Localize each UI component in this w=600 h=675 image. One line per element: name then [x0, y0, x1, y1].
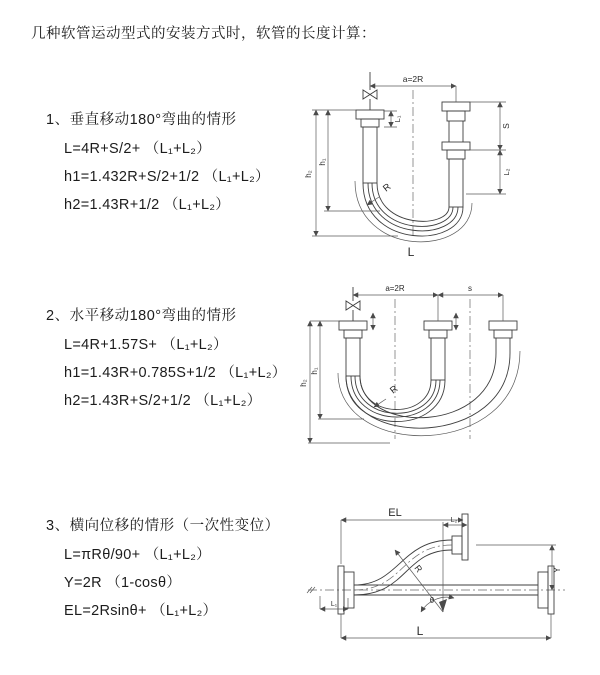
formula: h1=1.43R+0.785S+1/2 （L₁+L₂） [64, 365, 287, 381]
dimension-el [341, 507, 463, 564]
braided-hose-end [363, 127, 377, 183]
s-curve-hose [354, 540, 452, 595]
formula: L=πRθ/90+ （L₁+L₂） [64, 547, 211, 563]
page-title: 几种软管运动型式的安装方式时，软管的长度计算： [31, 26, 376, 42]
svg-text:θ: θ [429, 596, 435, 605]
dimension-s [470, 102, 511, 150]
svg-text:a=2R: a=2R [402, 74, 424, 84]
braided-hose-end [346, 338, 360, 376]
u-bend-hose [355, 181, 472, 242]
dimension-l2 [466, 150, 511, 194]
svg-text:Y: Y [552, 566, 562, 574]
diagram-vertical-180-bend [300, 66, 535, 261]
dimension-l1 [384, 111, 402, 127]
svg-text:S: S [501, 123, 511, 129]
angle-theta [421, 596, 454, 612]
dimension-h2 [304, 110, 398, 236]
svg-text:R: R [388, 383, 401, 397]
u-bend-hose-shifted [338, 351, 520, 436]
svg-text:R: R [412, 563, 425, 575]
dimension-l [341, 614, 551, 638]
dimension-y [476, 545, 562, 590]
right-flange [489, 321, 517, 353]
svg-text:s: s [468, 284, 472, 293]
dimension-l2 [443, 517, 467, 525]
formula: h2=1.43R+S/2+1/2 （L₁+L₂） [64, 393, 262, 409]
svg-text:h₁: h₁ [310, 367, 319, 375]
formula: h2=1.43R+1/2 （L₁+L₂） [64, 197, 231, 213]
formula: L=4R+S/2+ （L₁+L₂） [64, 141, 212, 157]
diagram-horizontal-180-bend [298, 281, 550, 459]
radius-label [374, 383, 400, 407]
dimension-a2r [353, 284, 503, 321]
formula: L=4R+1.57S+ （L₁+L₂） [64, 337, 228, 353]
formula: h1=1.432R+S/2+1/2 （L₁+L₂） [64, 169, 270, 185]
right-flange-stack [442, 102, 470, 159]
svg-text:h₂: h₂ [304, 170, 313, 178]
radius-line [395, 522, 447, 612]
left-flange [339, 321, 367, 338]
middle-flange [424, 321, 452, 338]
centerline [395, 299, 470, 439]
valve-icon [363, 72, 377, 110]
section-2-heading: 2、水平移动180°弯曲的情形 [46, 308, 237, 324]
svg-text:L₁: L₁ [330, 601, 338, 608]
left-flange [356, 110, 384, 127]
svg-text:h₂: h₂ [299, 379, 308, 387]
section-1-heading: 1、垂直移动180°弯曲的情形 [46, 112, 237, 128]
svg-text:R: R [381, 181, 394, 195]
svg-text:h₁: h₁ [318, 158, 327, 166]
svg-text:a=2R: a=2R [385, 284, 405, 293]
braided-hose-end [431, 338, 445, 380]
valve-icon [346, 287, 360, 321]
dimension-shift [438, 284, 503, 295]
formula: EL=2Rsinθ+ （L₁+L₂） [64, 603, 218, 619]
dimension-h2 [299, 321, 390, 443]
formula: Y=2R （1-cosθ） [64, 575, 182, 591]
svg-text:L₁: L₁ [393, 115, 402, 123]
braided-hose-end [449, 159, 463, 207]
section-3-heading: 3、横向位移的情形（一次性变位） [46, 518, 280, 534]
length-label: L [407, 245, 415, 259]
svg-text:L₂: L₂ [502, 168, 511, 176]
svg-text:EL: EL [388, 507, 402, 519]
svg-text:L: L [416, 624, 424, 638]
svg-text:L₂: L₂ [450, 517, 458, 524]
diagram-lateral-displacement [300, 498, 572, 656]
